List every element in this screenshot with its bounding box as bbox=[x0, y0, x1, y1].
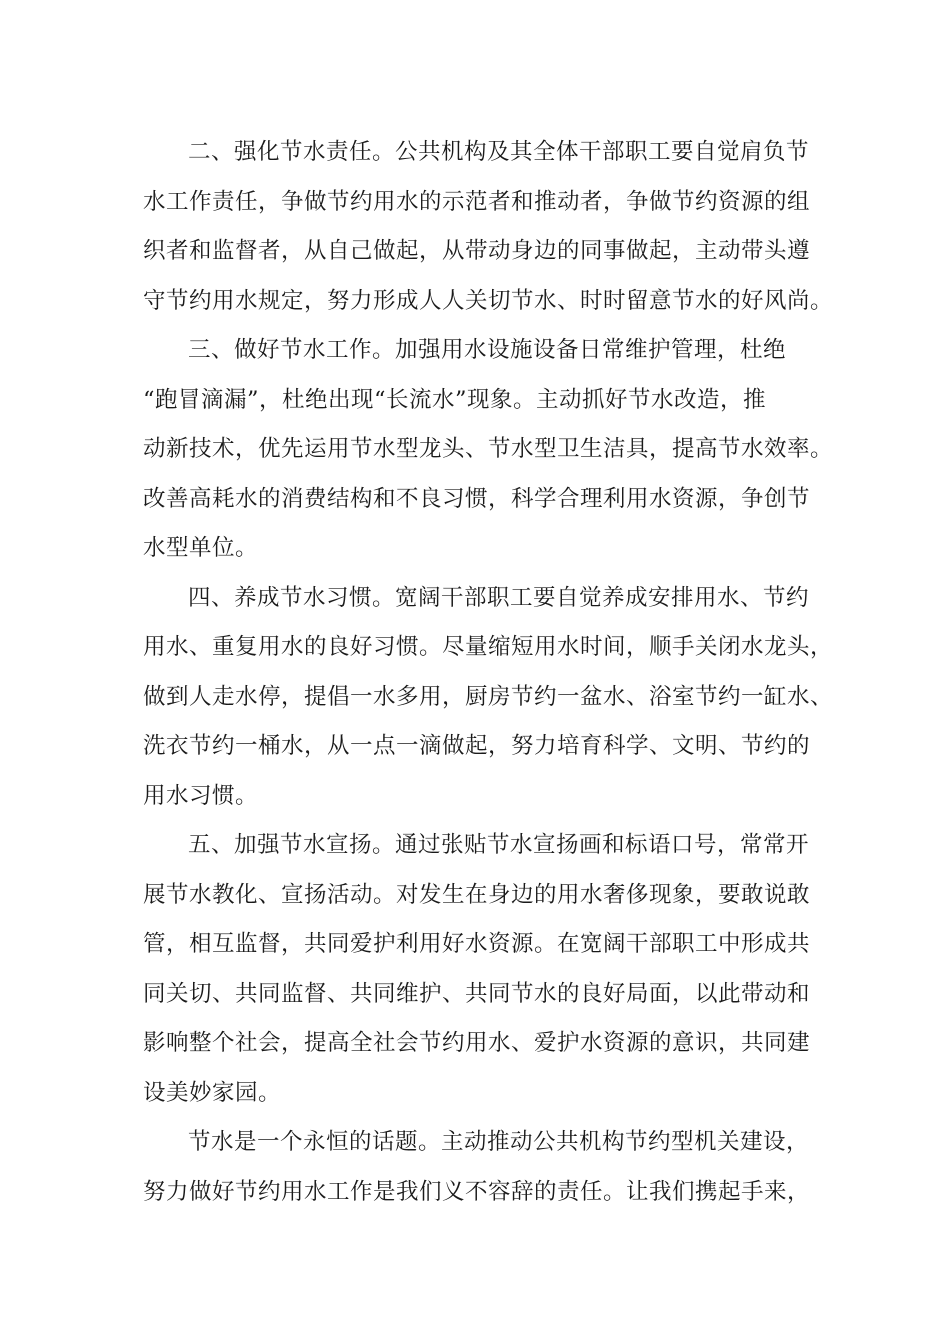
paragraph-water-promotion bbox=[143, 821, 828, 1118]
document-body bbox=[143, 128, 834, 1217]
text-line: 二、强化节水责任。公共机构及其全体干部职工要自觉肩负节 bbox=[188, 139, 810, 165]
text-line: 管，相互监督，共同爱护利用好水资源。在宽阔干部职工中形成共 bbox=[143, 931, 811, 957]
paragraph-water-habits bbox=[143, 574, 834, 822]
text-line: 织者和监督者，从自己做起，从带动身边的同事做起，主动带头遵 bbox=[143, 238, 811, 264]
text-line: 设美妙家园。 bbox=[143, 1079, 282, 1106]
paragraph-water-responsibility bbox=[143, 128, 834, 326]
text-line: 守节约用水规定，努力形成人人关切节水、时时留意节水的好风尚。 bbox=[143, 287, 834, 314]
text-line: 努力做好节约用水工作是我们义不容辞的责任。让我们携起手来， bbox=[143, 1178, 811, 1205]
text-line: “跑冒滴漏”，杜绝出现“长流水”现象。主动抓好节水改造，推 bbox=[143, 386, 767, 413]
text-line: 同关切、共同监督、共同维护、共同节水的良好局面，以此带动和 bbox=[143, 980, 811, 1007]
text-line: 用水习惯。 bbox=[143, 782, 259, 809]
text-line: 动新技术，优先运用节水型龙头、节水型卫生洁具，提高节水效率。 bbox=[143, 436, 834, 462]
text-line: 改善高耗水的消费结构和不良习惯，科学合理利用水资源，争创节 bbox=[143, 485, 811, 512]
text-line: 三、做好节水工作。加强用水设施设备日常维护管理，杜绝 bbox=[188, 337, 787, 363]
text-line: 用水、重复用水的良好习惯。尽量缩短用水时间，顺手关闭水龙头， bbox=[143, 634, 834, 660]
text-line: 水工作责任，争做节约用水的示范者和推动者，争做节约资源的组 bbox=[143, 188, 811, 215]
text-line: 五、加强节水宣扬。通过张贴节水宣扬画和标语口号，常常开 bbox=[188, 832, 810, 858]
text-line: 展节水教化、宣扬活动。对发生在身边的用水奢侈现象，要敢说敢 bbox=[143, 881, 811, 908]
text-line: 四、养成节水习惯。宽阔干部职工要自觉养成安排用水、节约 bbox=[188, 584, 810, 611]
text-line: 节水是一个永恒的话题。主动推动公共机构节约型机关建设， bbox=[188, 1129, 810, 1155]
paragraph-closing bbox=[143, 1118, 828, 1217]
text-line: 做到人走水停，提倡一水多用，厨房节约一盆水、浴室节约一缸水、 bbox=[143, 683, 834, 710]
text-line: 洗衣节约一桶水，从一点一滴做起，努力培育科学、文明、节约的 bbox=[143, 733, 811, 759]
text-line: 水型单位。 bbox=[143, 535, 259, 561]
paragraph-water-work bbox=[143, 326, 834, 574]
text-line: 影响整个社会，提高全社会节约用水、爱护水资源的意识，共同建 bbox=[143, 1030, 811, 1056]
